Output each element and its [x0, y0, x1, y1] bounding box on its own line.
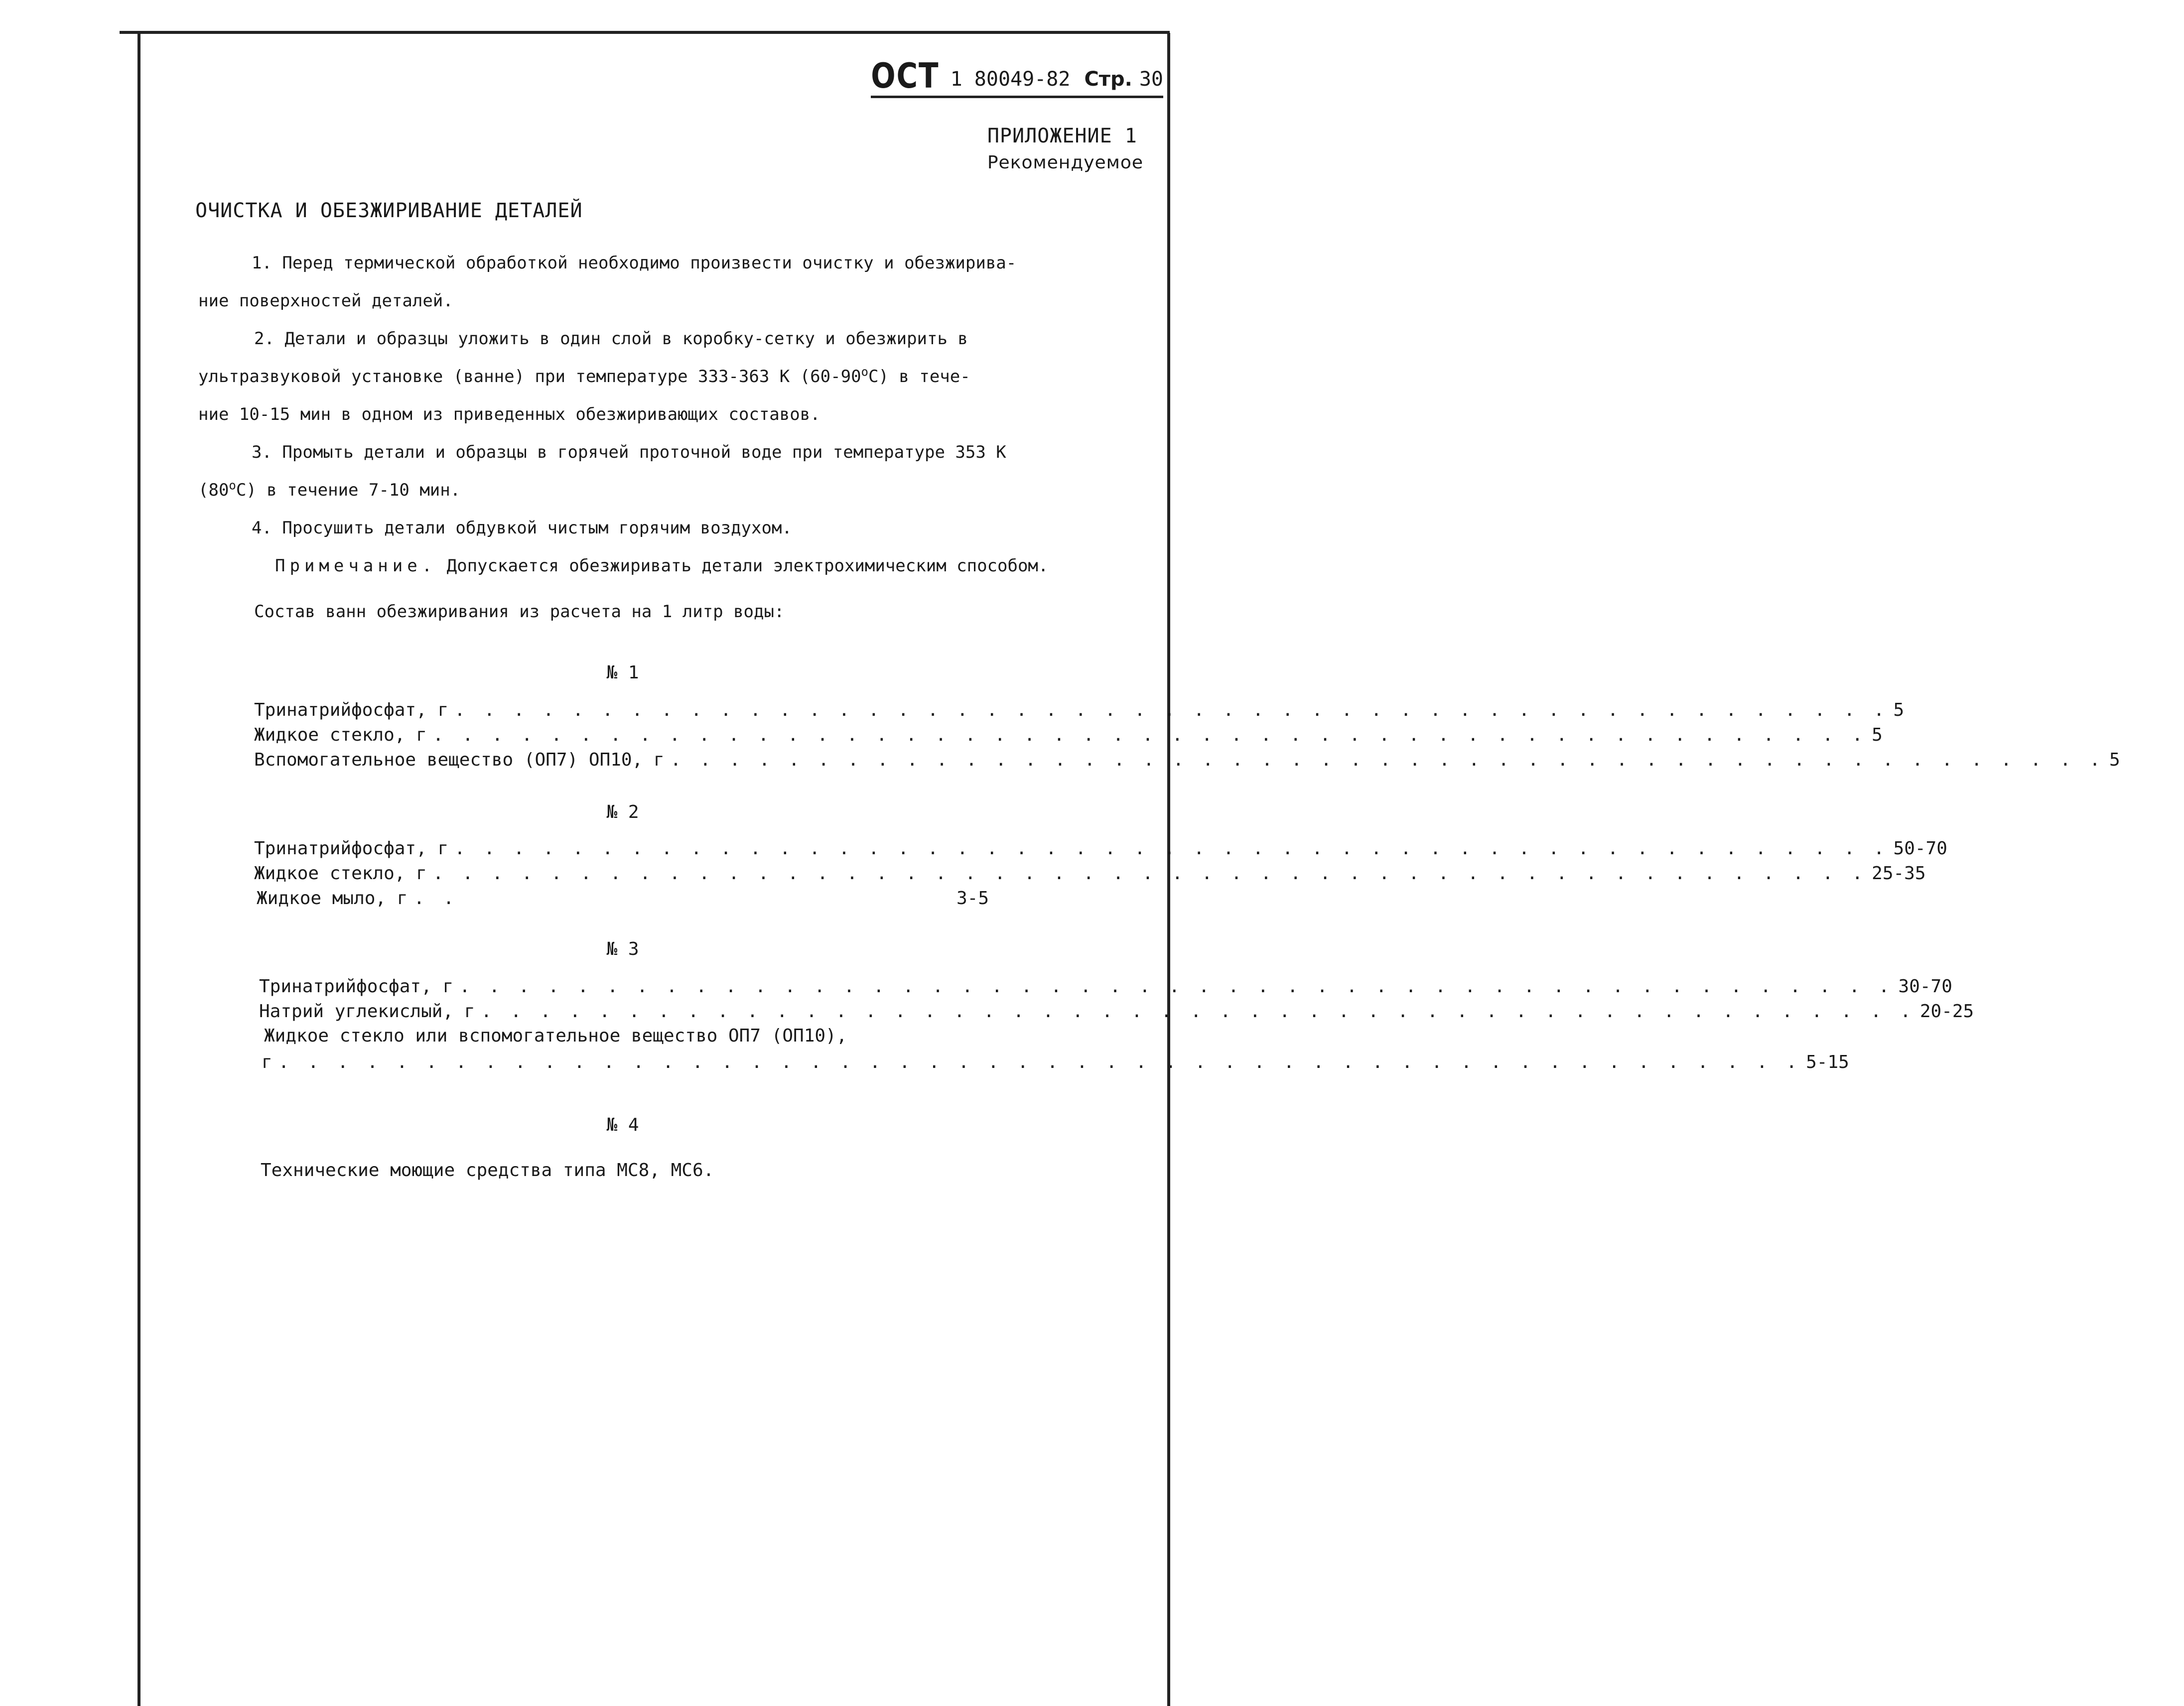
ingredient-amount: 50-70	[1893, 838, 1947, 859]
bath-2-row-2	[254, 863, 1926, 884]
page-label: Стр.	[1084, 68, 1132, 91]
bath-4-text: Технические моющие средства типа МС8, МС6.	[261, 1160, 714, 1181]
paragraph-2-line-2	[198, 358, 970, 395]
ingredient-amount: 5-15	[1806, 1052, 1849, 1072]
paragraph-3-line-2	[198, 471, 460, 509]
dot-leader: . . . . . . . . . . . . . . . . . . . . . . . . . . . . . . . . . . . . . . . . . . . . . . . . . . . .	[278, 1052, 1801, 1072]
ingredient-amount: 20-25	[1919, 1001, 1974, 1022]
ingredient-label: Жидкое стекло, г	[254, 863, 427, 884]
ingredient-label: г	[262, 1052, 273, 1072]
ingredient-amount: 5	[1893, 700, 1905, 720]
appendix-block	[987, 125, 1143, 173]
paragraph-2-line-1-text: 2. Детали и образцы уложить в один слой в коробку-сетку и обезжирить в	[254, 329, 968, 349]
ingredient-label: Тринатрийфосфат, г	[259, 976, 454, 997]
paragraph-1-line-1: 1. Перед термической обработкой необходимо произвести очистку и обезжирива-	[252, 253, 1017, 273]
paragraph-3-line-1: 3. Промыть детали и образцы в горячей проточной воде при температуре 353 К	[252, 442, 1006, 462]
standard-number: 1 80049-82	[950, 68, 1071, 91]
page-number: 30	[1139, 68, 1163, 91]
paragraph-2-line-2-end: С) в тече-	[868, 367, 970, 387]
appendix-subtitle: Рекомендуемое	[987, 152, 1143, 173]
standard-code: ОСТ	[871, 55, 940, 96]
dot-leader: . . . . . . . . . . . . . . . . . . . . . . . . . . . . . . . . . . . . . . . . . . . . . . . . .	[459, 976, 1894, 997]
bath-2-heading: № 2	[606, 802, 639, 822]
dot-leader: . . . . . . . . . . . . . . . . . . . . . . . . . . . . . . . . . . . . . . . . . . . . . . . . .	[454, 838, 1889, 859]
bath-2-row-1	[254, 838, 1947, 859]
paragraph-2-line-2-start: ультразвуковой установке (ванне) при температуре 333-363 К (60-90	[198, 367, 861, 387]
ingredient-label: Жидкое стекло, г	[254, 725, 427, 745]
degree-sign: o	[229, 478, 236, 493]
paragraph-2-line-1	[198, 320, 1147, 358]
dot-leader: . . . . . . . . . . . . . . . . . . . . . . . . . . . . . . . . . . . . . . . . . . . . . . . . .	[432, 725, 1867, 745]
bath-1-heading: № 1	[606, 662, 639, 683]
composition-intro: Состав ванн обезжиривания из расчета на 1 литр воды:	[254, 602, 785, 622]
bath-1-row-1	[254, 700, 1905, 720]
bath-3-row-3-label-line: Жидкое стекло или вспомогательное вещество ОП7 (ОП10),	[264, 1026, 847, 1046]
bath-3-heading: № 3	[606, 939, 639, 959]
note-label: Примечание.	[275, 556, 437, 576]
ingredient-amount: 30-70	[1898, 976, 1952, 997]
bath-1-row-3	[254, 750, 2120, 770]
page-frame-left-border	[137, 33, 140, 1706]
ingredient-label: Вспомогательное вещество (ОП7) ОП10, г	[254, 750, 665, 770]
dot-leader: . . . . . . . . . . . . . . . . . . . . . . . . . . . . . . . . . . . . . . . . . . . . . . . . .	[454, 700, 1889, 720]
page-frame-top-border	[120, 31, 1170, 34]
bath-2-row-3	[257, 888, 1031, 909]
paragraph-3-line-2-start: (80	[198, 480, 229, 500]
ingredient-amount: 25-35	[1872, 863, 1926, 884]
bath-1-row-2	[254, 725, 1883, 745]
bath-3-row-1	[259, 976, 1952, 997]
appendix-title: ПРИЛОЖЕНИЕ 1	[987, 125, 1137, 147]
ingredient-amount: 5	[2109, 750, 2120, 770]
section-title: ОЧИСТКА И ОБЕЗЖИРИВАНИЕ ДЕТАЛЕЙ	[195, 199, 583, 222]
ingredient-amount: 3-5	[956, 888, 989, 909]
dot-leader: . . . . . . . . . . . . . . . . . . . . . . . . . . . . . . . . . . . . . . . . . . . . . . . . .	[432, 863, 1867, 884]
paragraph-3-line-2-end: С) в течение 7-10 мин.	[236, 480, 461, 500]
document-header	[871, 55, 1163, 98]
bath-4-heading: № 4	[606, 1115, 639, 1135]
dot-leader: . . . . . . . . . . . . . . . . . . . . . . . . . . . . . . . . . . . . . . . . . . . . . . . . .	[670, 750, 2104, 770]
degree-sign: o	[861, 365, 868, 379]
ingredient-label: Жидкое мыло, г	[257, 888, 408, 909]
ingredient-label: Тринатрийфосфат, г	[254, 700, 449, 720]
paragraph-1-line-2: ние поверхностей деталей.	[198, 291, 453, 311]
ingredient-amount: 5	[1872, 725, 1883, 745]
note	[275, 547, 1048, 585]
paragraph-4: 4. Просушить детали обдувкой чистым горячим воздухом.	[252, 518, 792, 538]
bath-3-row-3	[262, 1052, 1849, 1072]
ingredient-label: Натрий углекислый, г	[259, 1001, 475, 1022]
note-text: Допускается обезжиривать детали электрохимическим способом.	[436, 556, 1049, 576]
ingredient-label: Тринатрийфосфат, г	[254, 838, 449, 859]
dot-leader: . .	[413, 888, 458, 909]
paragraph-2-line-3: ние 10-15 мин в одном из приведенных обезжиривающих составов.	[198, 404, 820, 424]
dot-leader: . . . . . . . . . . . . . . . . . . . . . . . . . . . . . . . . . . . . . . . . . . . . . . . . .	[481, 1001, 1915, 1022]
